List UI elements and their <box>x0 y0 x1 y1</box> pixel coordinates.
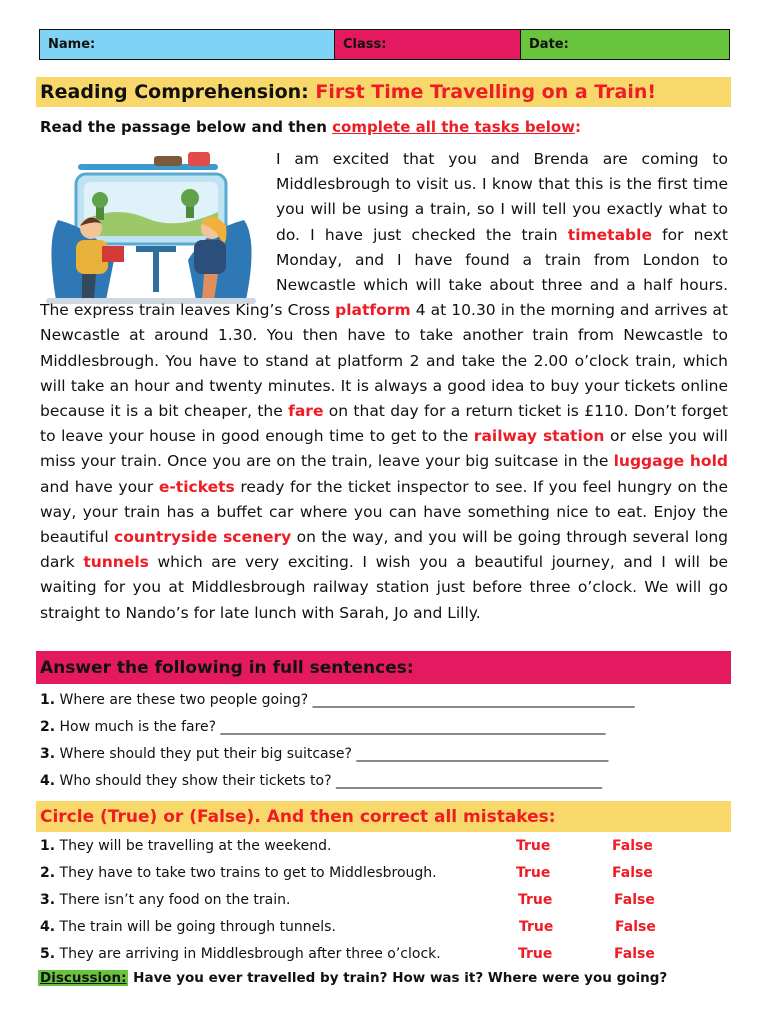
instruction-link: complete all the tasks below <box>332 118 576 136</box>
tf-number: 2. <box>40 865 56 881</box>
tf-statement <box>40 865 437 881</box>
keyword-luggage-hold: luggage hold <box>613 452 728 471</box>
discussion-line <box>38 970 667 986</box>
illustration-spacer <box>40 147 276 298</box>
false-option[interactable]: False <box>612 838 653 854</box>
question-number: 2. <box>40 719 56 735</box>
tf-number: 1. <box>40 838 56 854</box>
keyword-platform: platform <box>335 301 411 320</box>
false-option[interactable]: False <box>614 892 655 908</box>
question-number: 4. <box>40 773 56 789</box>
true-false-heading: Circle (True) or (False). And then correct all mistakes: <box>36 801 731 832</box>
name-field[interactable]: Name: <box>40 30 334 59</box>
tf-text: There isn’t any food on the train. <box>59 892 291 908</box>
true-option[interactable]: True <box>518 892 553 908</box>
question-number: 1. <box>40 692 56 708</box>
tf-number: 5. <box>40 946 56 962</box>
student-info-header <box>39 29 730 60</box>
questions-heading: Answer the following in full sentences: <box>36 651 731 684</box>
question-2 <box>40 719 606 735</box>
instruction-colon: : <box>575 118 582 136</box>
keyword-e-tickets: e-tickets <box>158 477 235 496</box>
tf-text: They are arriving in Middlesbrough after three o’clock. <box>59 946 441 962</box>
question-1 <box>40 692 635 708</box>
question-4 <box>40 773 602 789</box>
question-text: How much is the fare? _______________________________________________________ <box>59 719 606 735</box>
tf-statement <box>40 838 331 854</box>
keyword-fare: fare <box>288 402 324 421</box>
false-option[interactable]: False <box>614 946 655 962</box>
keyword-countryside-scenery: countryside scenery <box>114 528 292 547</box>
tf-text: They have to take two trains to get to Middlesbrough. <box>59 865 437 881</box>
title-subject: First Time Travelling on a Train! <box>315 81 657 103</box>
question-text: Who should they show their tickets to? ______________________________________ <box>59 773 602 789</box>
discussion-label: Discussion: <box>40 970 127 986</box>
class-field[interactable]: Class: <box>334 30 520 59</box>
question-number: 3. <box>40 746 56 762</box>
false-option[interactable]: False <box>615 919 656 935</box>
true-option[interactable]: True <box>516 865 551 881</box>
false-option[interactable]: False <box>612 865 653 881</box>
tf-text: The train will be going through tunnels. <box>59 919 336 935</box>
title-prefix: Reading Comprehension: <box>40 81 309 103</box>
discussion-text: Have you ever travelled by train? How was it? Where were you going? <box>133 970 668 986</box>
question-text: Where should they put their big suitcase? ____________________________________ <box>59 746 609 762</box>
question-text: Where are these two people going? ______________________________________________ <box>59 692 635 708</box>
true-option[interactable]: True <box>519 919 554 935</box>
instruction-text: Read the passage below and then <box>40 118 327 136</box>
tf-number: 3. <box>40 892 56 908</box>
keyword-timetable: timetable <box>567 225 652 244</box>
tf-statement <box>40 892 290 908</box>
true-option[interactable]: True <box>518 946 553 962</box>
reading-passage: I am excited that you and Brenda are coming to Middlesbrough to visit us. I know that this is the first time you will be using a train, so I will tell you exactly what to do. I have just checked the train timetable for next Monday, and I have found a train from London to Newcastle which will take about three and a half hours. The express train leaves King’s Cross platform 4 at 10.30 in the morning and arrives at Newcastle at around 1.30. You then have to take another train from Newcastle to Middlesbrough. You have to stand at platform 2 and take the 2.00 o’clock train, which will take an hour and twenty minutes. It is always a good idea to buy your tickets online because it is a bit cheaper, the fare on that day for a return ticket is £110. Don’t forget to leave your house in good enough time to get to the railway station or else you will miss your train. Once you are on the train, leave your big suitcase in the luggage hold and have your e-tickets ready for the ticket inspector to see. If you feel hungry on the way, your train has a buffet car where you can have something nice to eat. Enjoy the beautiful countryside scenery on the way, and you will be going through several long dark tunnels which are very exciting. I wish you a beautiful journey, and I will be waiting for you at Middlesbrough railway station just before three o’clock. We will go straight to Nando’s for late lunch with Sarah, Jo and Lilly. <box>40 147 728 626</box>
keyword-tunnels: tunnels <box>83 553 149 572</box>
tf-text: They will be travelling at the weekend. <box>59 838 332 854</box>
tf-number: 4. <box>40 919 56 935</box>
true-option[interactable]: True <box>516 838 551 854</box>
worksheet-title <box>36 77 731 107</box>
date-field[interactable]: Date: <box>520 30 729 59</box>
tf-statement <box>40 919 336 935</box>
tf-statement <box>40 946 441 962</box>
keyword-railway-station: railway station <box>473 427 605 446</box>
instruction-line <box>40 118 581 136</box>
question-3 <box>40 746 608 762</box>
